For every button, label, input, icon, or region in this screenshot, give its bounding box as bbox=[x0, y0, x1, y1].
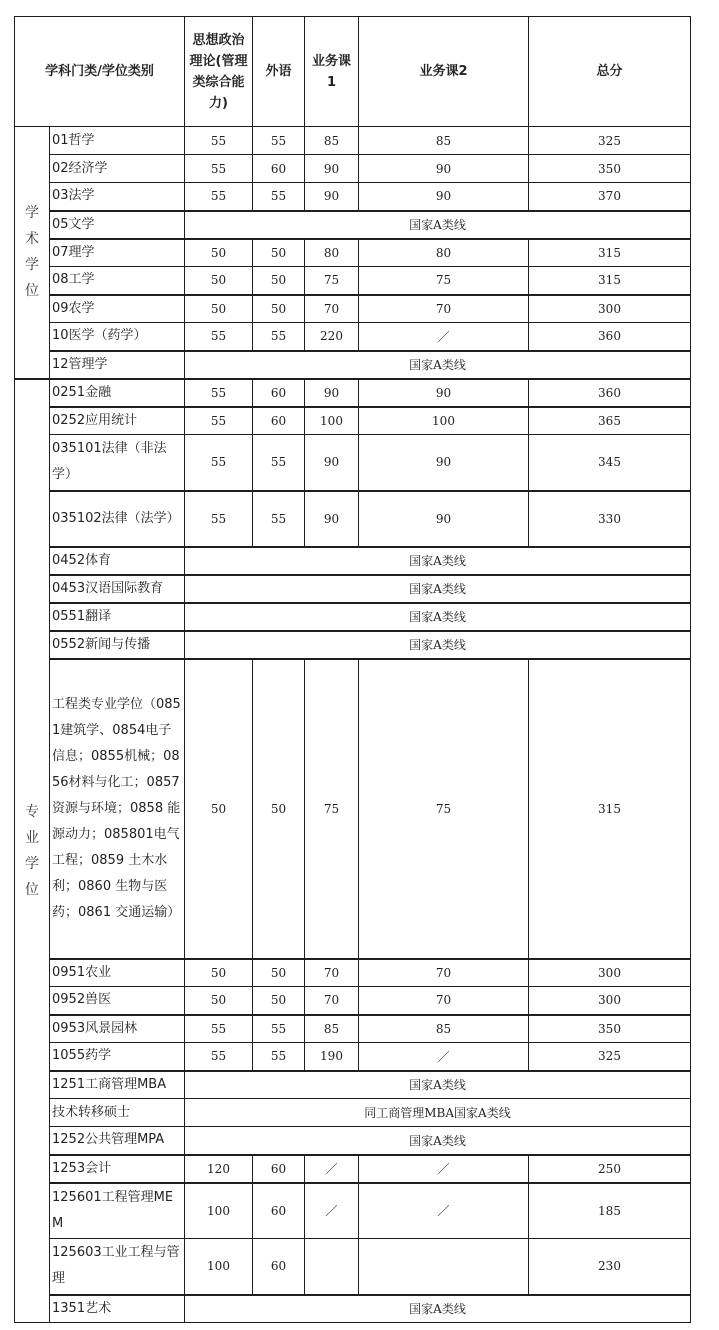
course1-score: 190 bbox=[305, 1043, 359, 1071]
table-row bbox=[15, 267, 691, 295]
score-table-container bbox=[14, 16, 691, 1323]
politics-score: 50 bbox=[185, 987, 253, 1015]
discipline-name: 0453汉语国际教育 bbox=[50, 575, 185, 603]
politics-score: 50 bbox=[185, 267, 253, 295]
discipline-name: 10医学（药学） bbox=[50, 323, 185, 351]
politics-score: 55 bbox=[185, 323, 253, 351]
course1-score: 70 bbox=[305, 959, 359, 987]
course2-score: ／ bbox=[359, 1155, 529, 1183]
politics-score: 55 bbox=[185, 1043, 253, 1071]
discipline-name: 1253会计 bbox=[50, 1155, 185, 1183]
merged-score-cell: 国家A类线 bbox=[185, 351, 691, 379]
course1-score: 80 bbox=[305, 239, 359, 267]
total-score: 315 bbox=[529, 267, 691, 295]
foreign-score: 60 bbox=[253, 407, 305, 435]
table-row bbox=[15, 155, 691, 183]
course2-score: 75 bbox=[359, 267, 529, 295]
course2-score: 80 bbox=[359, 239, 529, 267]
course2-score: ／ bbox=[359, 1183, 529, 1239]
course1-score: 85 bbox=[305, 127, 359, 155]
course1-score: 220 bbox=[305, 323, 359, 351]
discipline-name: 0953风景园林 bbox=[50, 1015, 185, 1043]
foreign-score: 60 bbox=[253, 1183, 305, 1239]
politics-score: 55 bbox=[185, 379, 253, 407]
discipline-name: 0552新闻与传播 bbox=[50, 631, 185, 659]
foreign-score: 55 bbox=[253, 183, 305, 211]
course1-score: 90 bbox=[305, 155, 359, 183]
politics-score: 55 bbox=[185, 435, 253, 491]
foreign-score: 55 bbox=[253, 127, 305, 155]
total-score: 370 bbox=[529, 183, 691, 211]
table-row bbox=[15, 1127, 691, 1155]
table-row bbox=[15, 183, 691, 211]
discipline-name: 01哲学 bbox=[50, 127, 185, 155]
total-score: 325 bbox=[529, 127, 691, 155]
header-row bbox=[15, 17, 691, 127]
table-row bbox=[15, 351, 691, 379]
merged-score-cell: 国家A类线 bbox=[185, 547, 691, 575]
discipline-name: 02经济学 bbox=[50, 155, 185, 183]
discipline-name: 05文学 bbox=[50, 211, 185, 239]
total-score: 300 bbox=[529, 959, 691, 987]
politics-score: 55 bbox=[185, 491, 253, 547]
header-total: 总分 bbox=[529, 17, 691, 127]
table-row bbox=[15, 631, 691, 659]
course2-score: ／ bbox=[359, 1043, 529, 1071]
course2-score: 70 bbox=[359, 959, 529, 987]
merged-score-cell: 国家A类线 bbox=[185, 631, 691, 659]
course2-score: 85 bbox=[359, 127, 529, 155]
table-row bbox=[15, 1155, 691, 1183]
discipline-name: 1351艺术 bbox=[50, 1295, 185, 1323]
discipline-name: 1055药学 bbox=[50, 1043, 185, 1071]
foreign-score: 50 bbox=[253, 959, 305, 987]
course2-score bbox=[359, 1239, 529, 1295]
course1-score: 90 bbox=[305, 183, 359, 211]
discipline-name: 0551翻译 bbox=[50, 603, 185, 631]
merged-score-cell: 同工商管理MBA国家A类线 bbox=[185, 1099, 691, 1127]
foreign-score: 50 bbox=[253, 267, 305, 295]
course2-score: 90 bbox=[359, 491, 529, 547]
table-row bbox=[15, 1239, 691, 1295]
table-row bbox=[15, 959, 691, 987]
foreign-score: 55 bbox=[253, 491, 305, 547]
discipline-name: 125601工程管理MEM bbox=[50, 1183, 185, 1239]
course2-score: 70 bbox=[359, 987, 529, 1015]
total-score: 185 bbox=[529, 1183, 691, 1239]
table-row bbox=[15, 1043, 691, 1071]
total-score: 315 bbox=[529, 239, 691, 267]
politics-score: 100 bbox=[185, 1183, 253, 1239]
foreign-score: 60 bbox=[253, 379, 305, 407]
table-row bbox=[15, 659, 691, 959]
merged-score-cell: 国家A类线 bbox=[185, 575, 691, 603]
merged-score-cell: 国家A类线 bbox=[185, 1071, 691, 1099]
foreign-score: 60 bbox=[253, 1155, 305, 1183]
politics-score: 50 bbox=[185, 239, 253, 267]
discipline-name: 035102法律（法学） bbox=[50, 491, 185, 547]
foreign-score: 60 bbox=[253, 1239, 305, 1295]
course2-score: 100 bbox=[359, 407, 529, 435]
total-score: 325 bbox=[529, 1043, 691, 1071]
course1-score: 70 bbox=[305, 987, 359, 1015]
discipline-name: 0952兽医 bbox=[50, 987, 185, 1015]
table-row bbox=[15, 1295, 691, 1323]
course1-score: 75 bbox=[305, 267, 359, 295]
course2-score: 85 bbox=[359, 1015, 529, 1043]
course2-score: 90 bbox=[359, 183, 529, 211]
table-row bbox=[15, 603, 691, 631]
discipline-name: 0251金融 bbox=[50, 379, 185, 407]
discipline-name: 03法学 bbox=[50, 183, 185, 211]
discipline-name: 125603工业工程与管理 bbox=[50, 1239, 185, 1295]
course1-score: 70 bbox=[305, 295, 359, 323]
table-row bbox=[15, 323, 691, 351]
table-row bbox=[15, 239, 691, 267]
table-row bbox=[15, 211, 691, 239]
header-course1: 业务课1 bbox=[305, 17, 359, 127]
total-score: 300 bbox=[529, 295, 691, 323]
course1-score: 90 bbox=[305, 379, 359, 407]
discipline-name: 09农学 bbox=[50, 295, 185, 323]
politics-score: 55 bbox=[185, 183, 253, 211]
total-score: 300 bbox=[529, 987, 691, 1015]
total-score: 315 bbox=[529, 659, 691, 959]
table-row bbox=[15, 547, 691, 575]
course2-score: 90 bbox=[359, 155, 529, 183]
group-label: 学 术 学 位 bbox=[25, 205, 39, 300]
total-score: 350 bbox=[529, 1015, 691, 1043]
table-row bbox=[15, 1015, 691, 1043]
header-course2: 业务课2 bbox=[359, 17, 529, 127]
merged-score-cell: 国家A类线 bbox=[185, 211, 691, 239]
table-row bbox=[15, 987, 691, 1015]
course1-score: ／ bbox=[305, 1183, 359, 1239]
score-table bbox=[14, 16, 691, 1323]
politics-score: 55 bbox=[185, 407, 253, 435]
header-politics: 思想政治理论(管理类综合能力) bbox=[185, 17, 253, 127]
discipline-name: 0951农业 bbox=[50, 959, 185, 987]
course2-score: ／ bbox=[359, 323, 529, 351]
total-score: 360 bbox=[529, 323, 691, 351]
politics-score: 55 bbox=[185, 155, 253, 183]
total-score: 230 bbox=[529, 1239, 691, 1295]
merged-score-cell: 国家A类线 bbox=[185, 1127, 691, 1155]
total-score: 365 bbox=[529, 407, 691, 435]
foreign-score: 55 bbox=[253, 1015, 305, 1043]
total-score: 360 bbox=[529, 379, 691, 407]
table-row bbox=[15, 127, 691, 155]
total-score: 250 bbox=[529, 1155, 691, 1183]
merged-score-cell: 国家A类线 bbox=[185, 603, 691, 631]
foreign-score: 50 bbox=[253, 295, 305, 323]
group-label: 专 业 学 位 bbox=[25, 803, 39, 898]
foreign-score: 50 bbox=[253, 239, 305, 267]
course2-score: 70 bbox=[359, 295, 529, 323]
politics-score: 55 bbox=[185, 127, 253, 155]
discipline-name: 0452体育 bbox=[50, 547, 185, 575]
discipline-name: 1251工商管理MBA bbox=[50, 1071, 185, 1099]
discipline-name: 035101法律（非法学） bbox=[50, 435, 185, 491]
group-professional-degree bbox=[15, 379, 50, 1323]
course1-score: 85 bbox=[305, 1015, 359, 1043]
foreign-score: 60 bbox=[253, 155, 305, 183]
course1-score: 90 bbox=[305, 435, 359, 491]
table-row bbox=[15, 491, 691, 547]
table-row bbox=[15, 295, 691, 323]
total-score: 345 bbox=[529, 435, 691, 491]
foreign-score: 55 bbox=[253, 323, 305, 351]
foreign-score: 50 bbox=[253, 987, 305, 1015]
politics-score: 120 bbox=[185, 1155, 253, 1183]
discipline-name: 0252应用统计 bbox=[50, 407, 185, 435]
course1-score: ／ bbox=[305, 1155, 359, 1183]
discipline-name: 1252公共管理MPA bbox=[50, 1127, 185, 1155]
discipline-name: 08工学 bbox=[50, 267, 185, 295]
table-row bbox=[15, 1183, 691, 1239]
foreign-score: 55 bbox=[253, 1043, 305, 1071]
politics-score: 55 bbox=[185, 1015, 253, 1043]
table-row bbox=[15, 1071, 691, 1099]
politics-score: 50 bbox=[185, 295, 253, 323]
total-score: 350 bbox=[529, 155, 691, 183]
table-row bbox=[15, 575, 691, 603]
table-row bbox=[15, 379, 691, 407]
course1-score: 90 bbox=[305, 491, 359, 547]
course2-score: 90 bbox=[359, 379, 529, 407]
table-row bbox=[15, 435, 691, 491]
course1-score: 100 bbox=[305, 407, 359, 435]
header-foreign: 外语 bbox=[253, 17, 305, 127]
table-row bbox=[15, 1099, 691, 1127]
discipline-name: 技术转移硕士 bbox=[50, 1099, 185, 1127]
group-academic-degree bbox=[15, 127, 50, 379]
politics-score: 50 bbox=[185, 659, 253, 959]
course1-score: 75 bbox=[305, 659, 359, 959]
course2-score: 90 bbox=[359, 435, 529, 491]
course1-score bbox=[305, 1239, 359, 1295]
header-category: 学科门类/学位类别 bbox=[15, 17, 185, 127]
discipline-name: 工程类专业学位（0851建筑学、0854电子信息；0855机械；0856材料与化工；0857资源与环境；0858 能源动力；085801电气工程；0859 土木水利；0860 生物与医药；0861 交通运输） bbox=[50, 659, 185, 959]
course2-score: 75 bbox=[359, 659, 529, 959]
total-score: 330 bbox=[529, 491, 691, 547]
table-body bbox=[15, 127, 691, 1323]
politics-score: 100 bbox=[185, 1239, 253, 1295]
merged-score-cell: 国家A类线 bbox=[185, 1295, 691, 1323]
table-row bbox=[15, 407, 691, 435]
discipline-name: 12管理学 bbox=[50, 351, 185, 379]
discipline-name: 07理学 bbox=[50, 239, 185, 267]
foreign-score: 50 bbox=[253, 659, 305, 959]
politics-score: 50 bbox=[185, 959, 253, 987]
foreign-score: 55 bbox=[253, 435, 305, 491]
